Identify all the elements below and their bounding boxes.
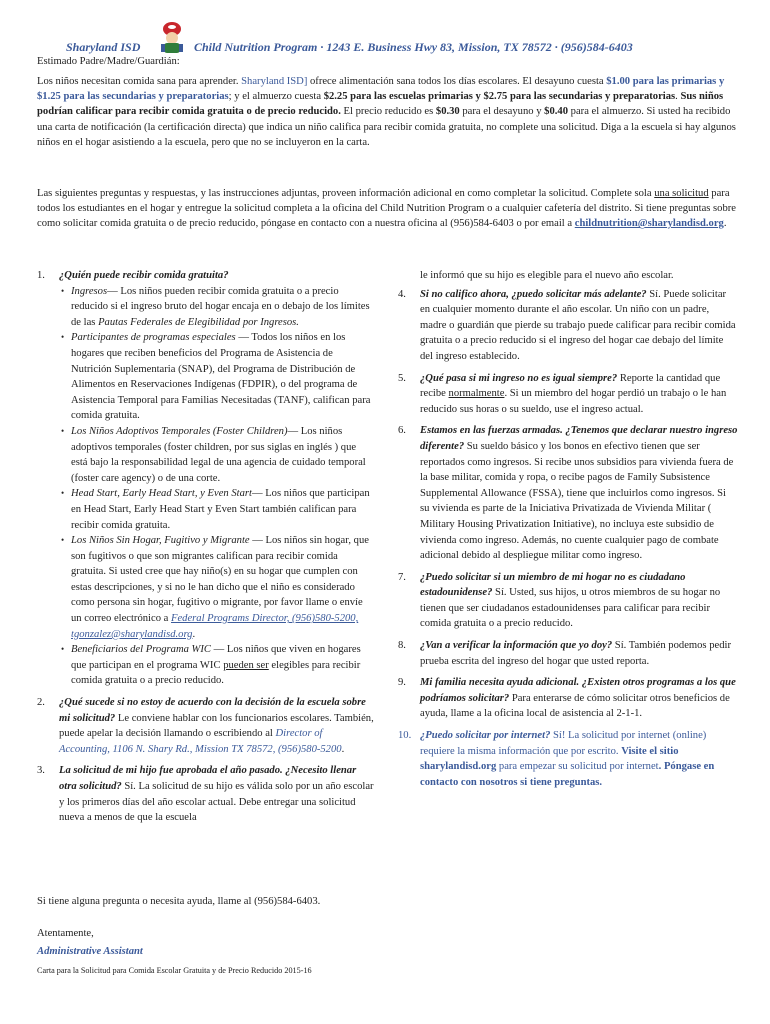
faq-item-4: 4. Si no califico ahora, ¿puedo solicitar más adelante? Sí. Puede solicitar en cualquier momento durante el año escolar. Un niño con un padre, madre o guardián que pierde su trabajo puede calificar para recibir comida gratuita o a precio reducido si el ingreso del hogar cae debajo del límite del ingreso establecido. [398,288,736,362]
instructions-paragraph: Las siguientes preguntas y respuestas, y las instrucciones adjuntas, proveen información adicional en como completar la solicitud. Complete sola una solicitud para todos los estudiantes en el hogar y entregue la solicitud completa a la oficina del Child Nutrition Program o a cualquier cafetería del distrito. Si tiene preguntas sobre como solicitar comida gratuita o de precio reducido, póngase en contacto con a nuestra oficina al (956)584-6403 o por email a childnutrition@sharylandisd.org. [37,188,736,230]
faq-item-10: 10. ¿Puedo solicitar por internet? Sí! La solicitud por internet (online) requiere la misma información que por escrito. Visite el sitio sharylandisd.org para empezar su solicitud por internet. Póngase en contacto con nosotros si tiene preguntas. [398,730,715,788]
website-link[interactable]: Visite el sitio sharylandisd.org [420,745,679,773]
federal-programs-link[interactable]: Federal Programs Director, (956)580-5200, tgonzalez@sharylandisd.org [71,613,359,640]
questions-line: Si tiene alguna pregunta o necesita ayuda, llame al (956)584-6403. [37,896,321,907]
list-item: • Los Niños Adoptivos Temporales (Foster Children)— Los niños adoptivos temporales (foster children, por sus siglas en inglés ) que está bajo la responsabilidad legal de una agencia de cuidado temporal (foster care agency) o de una corte. [59,424,375,486]
email-link[interactable]: childnutrition@sharylandisd.org [574,218,724,230]
faq-item-3-continued: le informó que su hijo es elegible para el nuevo año escolar. [420,270,674,281]
faq-left-column [37,268,375,832]
faq-item-5: 5. ¿Qué pasa si mi ingreso no es igual siempre? Reporte la cantidad que recibe normalmente. Si un miembro del hogar perdió un trabajo o le han reducido sus horas o su sueldo, use el ingreso actual. [398,372,727,415]
page-footer: Carta para la Solicitud para Comida Escolar Gratuita y de Precio Reducido 2015-16 [37,966,312,975]
list-item: • Ingresos— Los niños pueden recibir comida gratuita o a precio reducido si el ingreso bruto del hogar encaja en o debajo de los límites de las Pautas Federales de Elegibilidad por Ingresos. [59,284,375,331]
list-item: • Head Start, Early Head Start, y Even Start— Los niños que participan en Head Start, Early Head Start y Even Start también califican para recibir comida gratuita. [59,486,375,533]
faq-item-3: 3. La solicitud de mi hijo fue aprobada el año pasado. ¿Necesito llenar otra solicitud? Sí. La solicitud de su hijo es válida solo por un año escolar y los primeros días del año escolar actual. Debe entregar una solicitud nueva a menos de que la escuela [37,765,374,824]
faq-item-9: 9. Mi familia necesita ayuda adicional. ¿Existen otros programas a los que podríamos solicitar? Para enterarse de cómo solicitar otros beneficios de ayuda, llame a la oficina local de asistencia al 2-1-1. [398,677,736,720]
mascot-logo-icon [152,20,192,54]
list-item: • Beneficiarios del Programa WIC — Los niños que viven en hogares que participan en el programa WIC pueden ser elegibles para recibir comida gratuita o a precio reducido. [59,642,375,689]
faq-item-8: 8. ¿Van a verificar la información que yo doy? Sí. También podemos pedir prueba escrita del ingreso del hogar que usted reporta. [398,640,731,667]
salutation: Estimado Padre/Madre/Guardián: [37,56,180,67]
faq-item-7: 7. ¿Puedo solicitar si un miembro de mi hogar no es ciudadano estadounidense? Sí. Usted, sus hijos, u otros miembros de su hogar no tienen que ser ciudadanos estadounidenses para calificar para recibir comida gratuita o a precio reducido. [398,571,721,630]
intro-paragraph: Los niños necesitan comida sana para aprender. Sharyland ISD] ofrece alimentación sana todos los días escolares. El desayuno cuesta $1.00 para las primarias y $1.25 para las secundarias y preparatorias; y el almuerzo cuesta $2.25 para las escuelas primarias y $2.75 para las secundarias y preparatorias. Sus niños podrían calificar para recibir comida gratuita o de precio reducido. El precio reducido es $0.30 para el desayuno y $0.40 para el almuerzo. Si usted ha recibido una carta de notificación (la certificación directa) que indica un niño califica para recibir comida gratuita, no complete una solicitud. Diga a la escuela si hay algunos niños en el hogar asistiendo a la escuela, pero que no se incluyeron en la carta. [37,76,736,148]
faq-right-column [398,268,738,796]
list-item: • Participantes de programas especiales — Todos los niños en los hogares que reciben beneficios del Programa de Asistencia de Nutrición Suplementaria (SNAP), del Programa de Distribución de Alimentos en Reservaciones Indígenas (FDPIR), o del programa de Asistencia Temporal para Familias Necesitadas (TANF), califican para comida gratuita. [59,330,375,424]
faq-item-1: 1. ¿Quién puede recibir comida gratuita? • Ingresos— Los niños pueden recibir comida gratuita o a precio reducido si el ingreso bruto del hogar encaja en o debajo de los límites de las Pautas Federales de Elegibilidad por Ingresos. • Participantes de programas especiales — Todos los niños en los hogares que reciben beneficios del Programa de Asistencia de Nutrición Suplementaria (SNAP), del Programa de Distribución de Alimentos en Reservaciones Indígenas (FDPIR), o del programa de Asistencia Temporal para Familias Necesitadas (TANF), califican para comida gratuita. • Los Niños Adoptivos Temporales (Foster Children)— Los niños adoptivos temporales (foster children, por sus siglas en inglés ) que está bajo la responsabilidad legal de una agencia de cuidado temporal (foster care agency) o de una corte. • Head Start, Early Head Start, y Even Start— Los niños que participan en Head Start, Early Head Start y Even Start también califican para recibir comida gratuita. • Los Niños Sin Hogar, Fugitivo y Migrante — Los niños sin hogar, que son fugitivos o que son migrantes califican para recibir comida gratuita. Si usted cree que hay niño(s) en su hogar que cumplen con estas descripciones, y si no le han dicho que el niño es considerado como persona sin hogar, fugitivo o migrante, por favor llame o envíe un correo electrónico a Federal Programs Director, (956)580-5200, tgonzalez@sharylandisd.org. • Beneficiarios del Programa WIC — Los niños que viven en hogares que participan en el programa WIC pueden ser elegibles para recibir comida gratuita o a precio reducido. [37,268,375,689]
signer-title: Administrative Assistant [37,946,143,957]
list-item: • Los Niños Sin Hogar, Fugitivo y Migrante — Los niños sin hogar, que son fugitivos o que son migrantes califican para recibir comida gratuita. Si usted cree que hay niño(s) en su hogar que cumplen con estas descripciones, y si no le han dicho que el niño es considerado como persona sin hogar, fugitivo o migrante, por favor llame o envíe un correo electrónico a Federal Programs Director, (956)580-5200, tgonzalez@sharylandisd.org. [59,533,375,642]
faq-item-2: 2. ¿Qué sucede si no estoy de acuerdo con la decisión de la escuela sobre mi solicitud? Le conviene hablar con los funcionarios escolares. También, puede apelar la decisión llamando o escribiendo al Director of Accounting, 1106 N. Shary Rd., Mission TX 78572, (956)580-5200. [37,697,374,755]
district-name: Sharyland ISD [66,40,141,54]
faq-item-6: 6. Estamos en las fuerzas armadas. ¿Tenemos que declarar nuestro ingreso diferente? Su sueldo básico y los bonos en efectivo tienen que ser reportados como ingresos. Si recibe unos subsidios para vivienda fuera de la base militar, comida y ropa, o recibe pagos de Family Subsistence Supplemental Allowance (FSSA), tiene que incluirlos como ingresos. Si su vivienda es parte de la Iniciativa Privatizada de Vivienda Militar ( Military Housing Privatization Initiative), no incluya este subsidio de vivienda como ingreso. Además, no cuente cualquier pago de combate adicional debido al despliegue militar como ingreso. [398,425,738,562]
closing-sincerely: Atentamente, [37,928,94,939]
program-address: Child Nutrition Program · 1243 E. Business Hwy 83, Mission, TX 78572 · (956)584-6403 [194,40,633,54]
